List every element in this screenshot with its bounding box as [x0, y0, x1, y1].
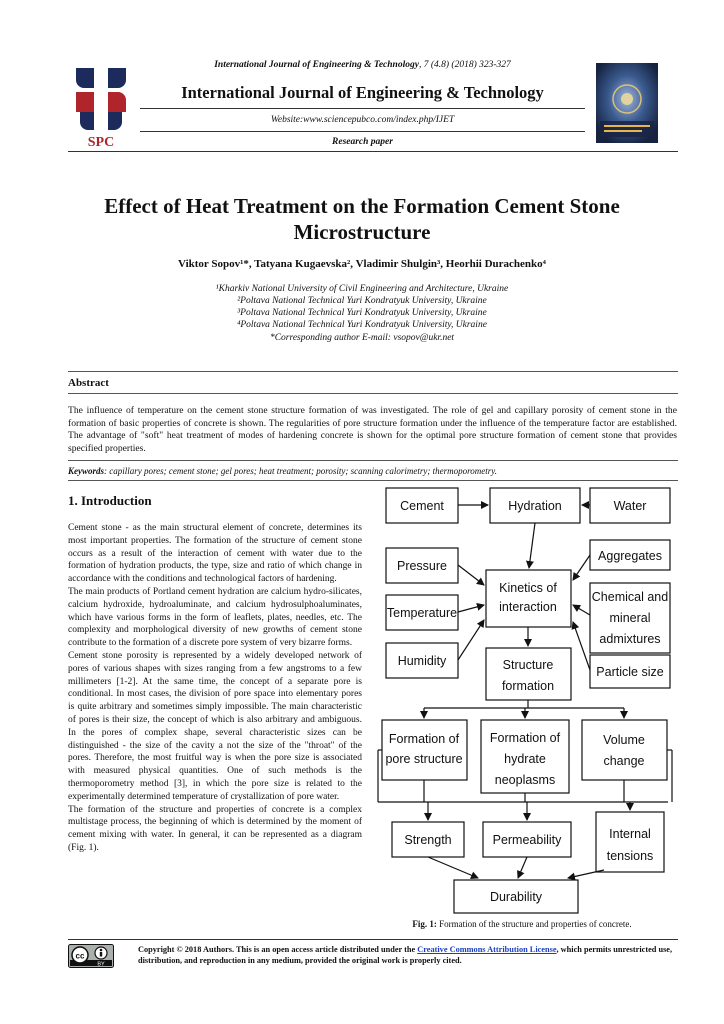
footer-rule	[68, 939, 678, 940]
label-structure-formation: Structure	[502, 658, 554, 672]
label-temperature: Temperature	[386, 606, 458, 620]
label-internal-tensions: Internal	[609, 827, 651, 841]
keywords-label: Keywords	[68, 466, 104, 476]
cc-badge-text: BY	[97, 961, 105, 968]
cc-by-license-icon[interactable]	[68, 944, 114, 968]
copyright-notice	[138, 944, 678, 966]
label-aggregates: Aggregates	[598, 549, 662, 563]
label-volume-change: Volume	[603, 733, 645, 747]
label-pore-structure: Formation of	[388, 732, 460, 746]
label-humidity: Humidity	[397, 654, 447, 668]
introduction-text	[68, 522, 362, 855]
box-internal-tensions	[596, 812, 664, 872]
label-kinetics: interaction	[499, 600, 557, 614]
abstract-heading: Abstract	[68, 377, 109, 389]
abstract-text: The influence of temperature on the cement stone structure formation of was investigated. The role of gel and capillary porosity of cement stone in the formation of basic properties of concrete is shown. The regularities of pore structure formation under the influence of the temperature factor are established. The advantage of "soft" heat treatment of modes of hardening concrete is shown for the optimal pore structure formation of cement stone that provides specified properties.	[68, 405, 677, 454]
label-hydrate-neoplasms: neoplasms	[494, 773, 556, 787]
label-cement: Cement	[400, 499, 444, 513]
corresponding-author: *Corresponding author E-mail: vsopov@ukr.net	[269, 333, 455, 343]
box-kinetics	[486, 570, 571, 627]
label-pore-structure: pore structure	[385, 752, 463, 766]
label-permeability: Permeability	[492, 833, 562, 847]
section-heading: 1. Introduction	[68, 493, 152, 508]
caption-label: Fig. 1:	[412, 919, 437, 929]
paper-title	[60, 193, 664, 245]
author-list: Viktor Sopov¹*, Tatyana Kugaevska², Vladimir Shulgin³, Heorhii Durachenko⁴	[178, 258, 546, 270]
title-line: Effect of Heat Treatment on the Formation Cement Stone	[104, 194, 620, 218]
logo-text: SPC	[87, 135, 115, 148]
box-volume-change	[582, 720, 667, 780]
label-volume-change: change	[603, 754, 645, 768]
spc-logo	[66, 62, 136, 148]
box-pore-structure	[382, 720, 467, 780]
header-divider	[140, 108, 585, 109]
license-link[interactable]: Creative Commons Attribution License	[417, 945, 557, 954]
paragraph: The formation of the structure and properties of concrete is a complex multistage process, the beginning of which is determined by the moment of cement mixing with water. In general, it can be represented as a diagram (Fig. 1).	[68, 804, 362, 853]
title-line: Microstructure	[293, 220, 431, 244]
label-kinetics: Kinetics of	[499, 581, 557, 595]
affiliation: ³Poltava National Technical Yuri Kondratyuk University, Ukraine	[237, 308, 487, 318]
label-internal-tensions: tensions	[606, 849, 654, 863]
paragraph: Cement stone - as the main structural element of concrete, determines its most important properties. The formation of the structure of cement stone occurs as a result of the interaction of cement with water due to the formation of hydration products, the type, size and ratio of which change in accordance with the conditions and technological factors of hardening.	[68, 523, 362, 585]
affiliation: ²Poltava National Technical Yuri Kondratyuk University, Ukraine	[237, 296, 487, 306]
affiliation: ⁴Poltava National Technical Yuri Kondratyuk University, Ukraine	[237, 320, 487, 330]
label-hydrate-neoplasms: hydrate	[504, 752, 546, 766]
label-admixtures: admixtures	[599, 632, 661, 646]
journal-ref: , 7 (4.8) (2018) 323-327	[418, 60, 511, 70]
label-admixtures: mineral	[609, 611, 651, 625]
header-divider	[140, 131, 585, 132]
label-admixtures: Chemical and	[591, 590, 669, 604]
label-structure-formation: formation	[501, 679, 555, 693]
journal-title: International Journal of Engineering & Technology	[181, 83, 544, 102]
header-bottom-rule	[68, 151, 678, 152]
copyright-prefix: Copyright © 2018 Authors. This is an open access article distributed under the	[138, 945, 418, 954]
abstract-top-rule	[68, 371, 678, 372]
journal-website[interactable]: Website:www.sciencepubco.com/index.php/IJET	[270, 115, 455, 125]
label-strength: Strength	[404, 833, 452, 847]
label-particle-size: Particle size	[596, 665, 664, 679]
label-durability: Durability	[489, 890, 543, 904]
abstract-heading-rule	[68, 393, 678, 394]
paper-type: Research paper	[332, 137, 393, 147]
figure-caption	[368, 919, 676, 929]
affiliation: ¹Kharkiv National University of Civil Engineering and Architecture, Ukraine	[215, 284, 509, 294]
label-hydration: Hydration	[508, 499, 562, 513]
label-hydrate-neoplasms: Formation of	[489, 731, 561, 745]
paragraph: Cement stone porosity is represented by a widely developed network of pores of various shapes with sizes ranging from a few angstroms to a few millimeters [1-2]. At the same time, the concept of a separate pore is conditional. In most cases, the division of pore space into elementary pores is quite arbitrary and sometimes simply impossible. The main characteristic of pores is their size, the concept of which is also arbitrary and ambiguous. In the pores of complex shape, several characteristic sizes can be distinguished - the size of the cavity a not the size of the "throat" of the pores. Therefore, the most fruitful way is when the pore size is associated with measured physical quantities. One of such methods is the thermoporometry method [3], in which the pore size is related to the experimentally determined temperature of crystallization of pore water.	[68, 650, 362, 802]
keywords	[68, 466, 677, 476]
journal-citation	[140, 60, 585, 70]
keywords-top-rule	[68, 460, 678, 461]
journal-name: International Journal of Engineering & Technology	[214, 60, 419, 70]
svg-text:cc: cc	[75, 951, 85, 961]
label-pressure: Pressure	[396, 559, 448, 573]
paragraph: The main products of Portland cement hydration are calcium hydro-silicates, calcium hydroxide, hydroaluminate, and calcium hydrosulphoaluminates, which have various forms in the form of leaflets, plates, needles, etc. The complexity and morphological diversity of new growths of cement stone contribute to the formation of a discrete pore system of very bizarre forms.	[68, 586, 362, 649]
keywords-text: : capillary pores; cement stone; gel pores; heat treatment; porosity; scanning calorimetry; thermoporometry.	[104, 466, 497, 476]
journal-cover-image	[596, 63, 658, 143]
copyright-suffix: , which permits unrestricted use, distribution, and reproduction in any medium, provided the original work is properly cited.	[138, 945, 673, 965]
caption-text: Formation of the structure and properties of concrete.	[436, 919, 632, 929]
flowchart-figure	[368, 480, 676, 918]
label-water: Water	[613, 499, 647, 513]
